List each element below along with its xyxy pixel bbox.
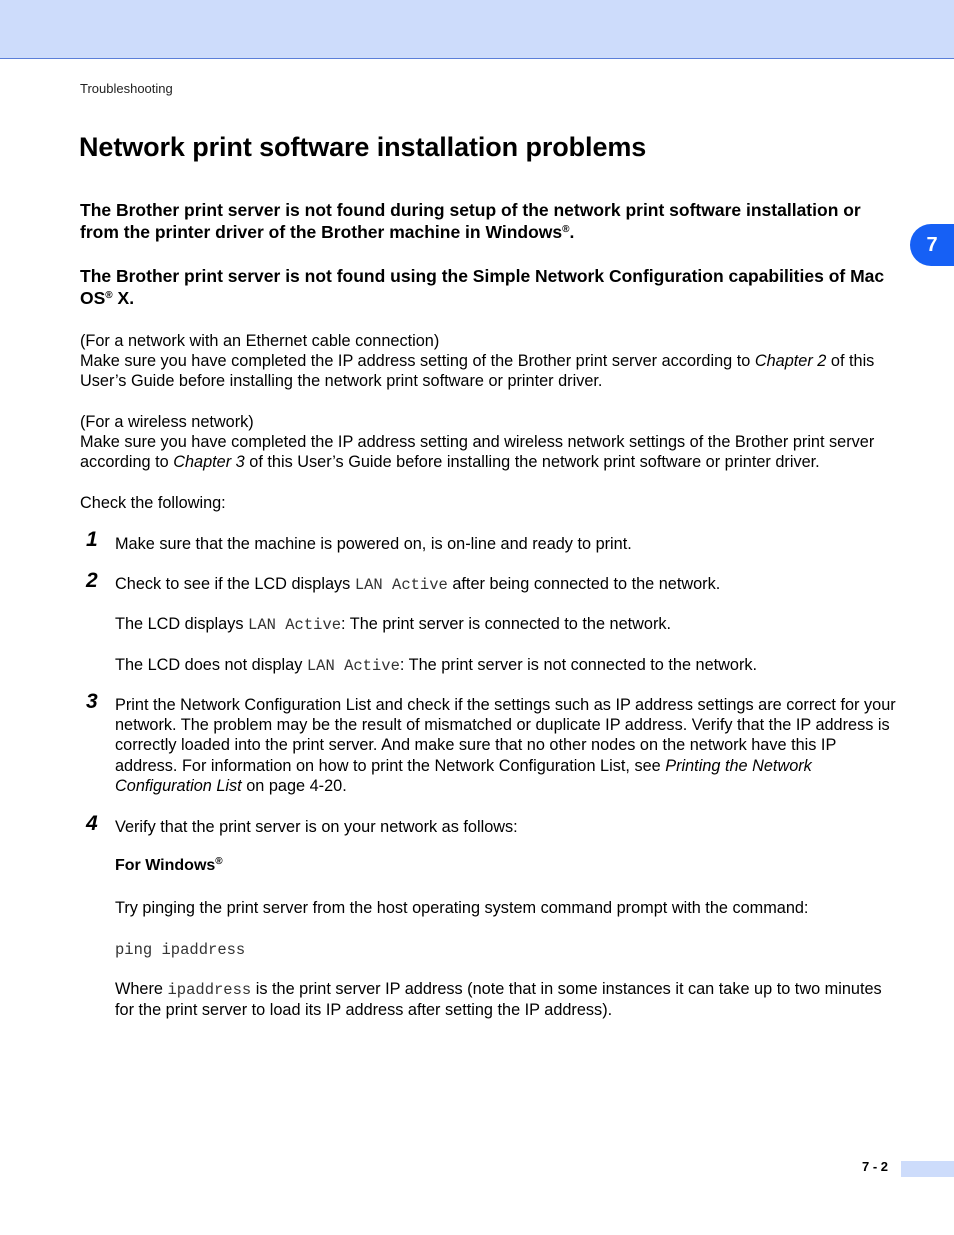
ping-explanation: Where ipaddress is the print server IP address (note that in some instances it can take up to two minutes for the print server to load its IP address after setting the IP address).: [115, 980, 882, 1020]
for-windows-heading: For Windows®: [115, 856, 223, 874]
step-number: 1: [86, 528, 98, 551]
ethernet-paragraph: [80, 331, 900, 392]
ethernet-text: Make sure you have completed the IP address setting of the Brother print server according to Chapter 2 of this User’s Guide before installing the network print software or printer driver.: [80, 352, 875, 391]
step-number: 4: [86, 812, 98, 835]
check-following: Check the following:: [80, 494, 226, 512]
heading-mac: The Brother print server is not found using the Simple Network Configuration capabilities of Mac OS® X.: [80, 266, 885, 308]
step-1-text: Make sure that the machine is powered on, is on-line and ready to print.: [115, 535, 632, 553]
wireless-label: (For a wireless network): [80, 413, 254, 431]
lcd-code: LAN Active: [306, 657, 400, 675]
step-4-text: Verify that the print server is on your network as follows:: [115, 818, 518, 836]
footer-bar: [901, 1161, 954, 1177]
page-number: 7 - 2: [862, 1159, 889, 1174]
ipaddress-code: ipaddress: [167, 981, 252, 999]
wireless-paragraph: [80, 412, 900, 473]
chapter-tab[interactable]: 7: [910, 224, 954, 266]
ping-intro: Try pinging the print server from the host operating system command prompt with the command:: [115, 899, 809, 917]
network-config-link[interactable]: Printing the Network Configuration List: [115, 756, 812, 795]
heading-windows: The Brother print server is not found during setup of the network print software installation or from the printer driver of the Brother machine in Windows®.: [80, 200, 861, 242]
wireless-text: Make sure you have completed the IP address setting and wireless network settings of the Brother print server according to Chapter 3 of this User’s Guide before installing the network print software or printer driver.: [80, 433, 875, 472]
step-number: 3: [86, 690, 98, 713]
chapter-2-reference: Chapter 2: [754, 352, 827, 371]
ethernet-label: (For a network with an Ethernet cable connection): [80, 332, 440, 350]
step-number: 2: [86, 569, 98, 592]
chapter-3-reference: Chapter 3: [173, 453, 245, 472]
page-title: Network print software installation problems: [79, 132, 647, 162]
lcd-code: LAN Active: [248, 616, 342, 634]
ping-command: ping ipaddress: [115, 941, 246, 959]
header-bar: [0, 0, 954, 59]
breadcrumb: Troubleshooting: [80, 81, 173, 96]
step-2-connected: The LCD displays LAN Active: The print server is connected to the network.: [115, 615, 672, 634]
step-3-text: Print the Network Configuration List and check if the settings such as IP address settings are correct for your network. The problem may be the result of mismatched or duplicate IP address. Verify that the IP address is correctly loaded into the print server. And make sure that no other nodes on the network have this IP address. For information on how to print the Network Configuration List, see Printing the Network Configuration List on page 4-20.: [115, 696, 896, 795]
step-2-not-connected: The LCD does not display LAN Active: The print server is not connected to the network.: [115, 656, 758, 675]
step-2-text: Check to see if the LCD displays LAN Active after being connected to the network.: [115, 575, 721, 594]
lcd-code: LAN Active: [354, 576, 448, 594]
